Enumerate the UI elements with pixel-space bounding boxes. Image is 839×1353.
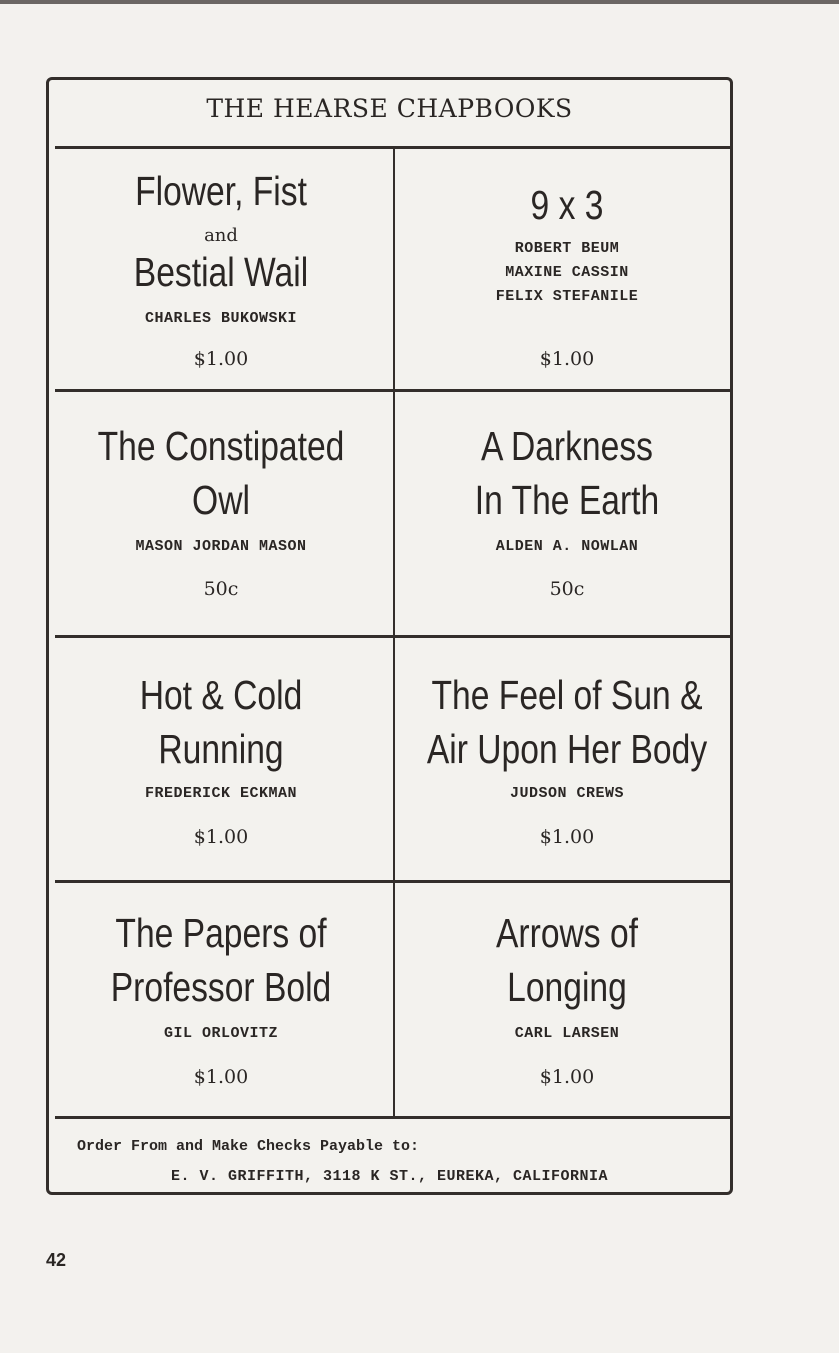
book-price: $1.00 — [193, 348, 249, 370]
book-title: The Feel of Sun & — [431, 672, 703, 718]
book-author: JUDSON CREWS — [509, 785, 625, 802]
book-author: MASON JORDAN MASON — [135, 538, 307, 555]
book-author: GIL ORLOVITZ — [163, 1025, 279, 1042]
book-cell — [51, 392, 391, 634]
book-title: The Papers of — [115, 910, 327, 956]
book-cell — [51, 150, 391, 388]
order-address: E. V. GRIFFITH, 3118 K ST., EUREKA, CALIFORNIA — [170, 1168, 609, 1185]
book-cell — [397, 883, 737, 1115]
book-title: The Constipated — [97, 423, 345, 469]
ad-title: THE HEARSE CHAPBOOKS — [206, 94, 573, 123]
book-price: $1.00 — [539, 348, 595, 370]
book-cell — [51, 883, 391, 1115]
book-price: $1.00 — [539, 826, 595, 848]
book-title: A Darkness — [481, 423, 653, 469]
book-title: Longing — [507, 964, 627, 1010]
book-price: 50c — [549, 578, 585, 600]
book-title: Flower, Fist — [135, 168, 307, 214]
book-cell — [51, 638, 391, 879]
book-title: Arrows of — [496, 910, 638, 956]
column-divider — [393, 148, 395, 1116]
book-price: 50c — [203, 578, 239, 600]
book-title: In The Earth — [474, 477, 660, 523]
divider — [55, 1116, 730, 1119]
book-price: $1.00 — [539, 1066, 595, 1088]
book-author: ROBERT BEUM — [514, 240, 620, 257]
book-cell — [397, 392, 737, 634]
book-price: $1.00 — [193, 1066, 249, 1088]
book-title: Air Upon Her Body — [426, 726, 708, 772]
book-title: Bestial Wail — [133, 249, 309, 295]
book-title: Running — [158, 726, 284, 772]
book-cell — [397, 150, 737, 388]
book-author: ALDEN A. NOWLAN — [495, 538, 639, 555]
book-title: 9 x 3 — [530, 182, 604, 228]
book-author: FELIX STEFANILE — [495, 288, 639, 305]
book-author: CARL LARSEN — [514, 1025, 620, 1042]
book-cell — [397, 638, 737, 879]
book-title: Owl — [192, 477, 250, 523]
book-author: CHARLES BUKOWSKI — [144, 310, 298, 327]
book-title-connector: and — [204, 225, 238, 246]
page-number: 42 — [46, 1250, 67, 1270]
order-instructions: Order From and Make Checks Payable to: — [77, 1138, 420, 1155]
book-author: MAXINE CASSIN — [505, 264, 629, 281]
book-title: Professor Bold — [110, 964, 332, 1010]
book-title: Hot & Cold — [139, 672, 303, 718]
page-top-edge — [0, 0, 839, 4]
book-price: $1.00 — [193, 826, 249, 848]
advertisement-box — [46, 77, 733, 1195]
book-author: FREDERICK ECKMAN — [144, 785, 298, 802]
